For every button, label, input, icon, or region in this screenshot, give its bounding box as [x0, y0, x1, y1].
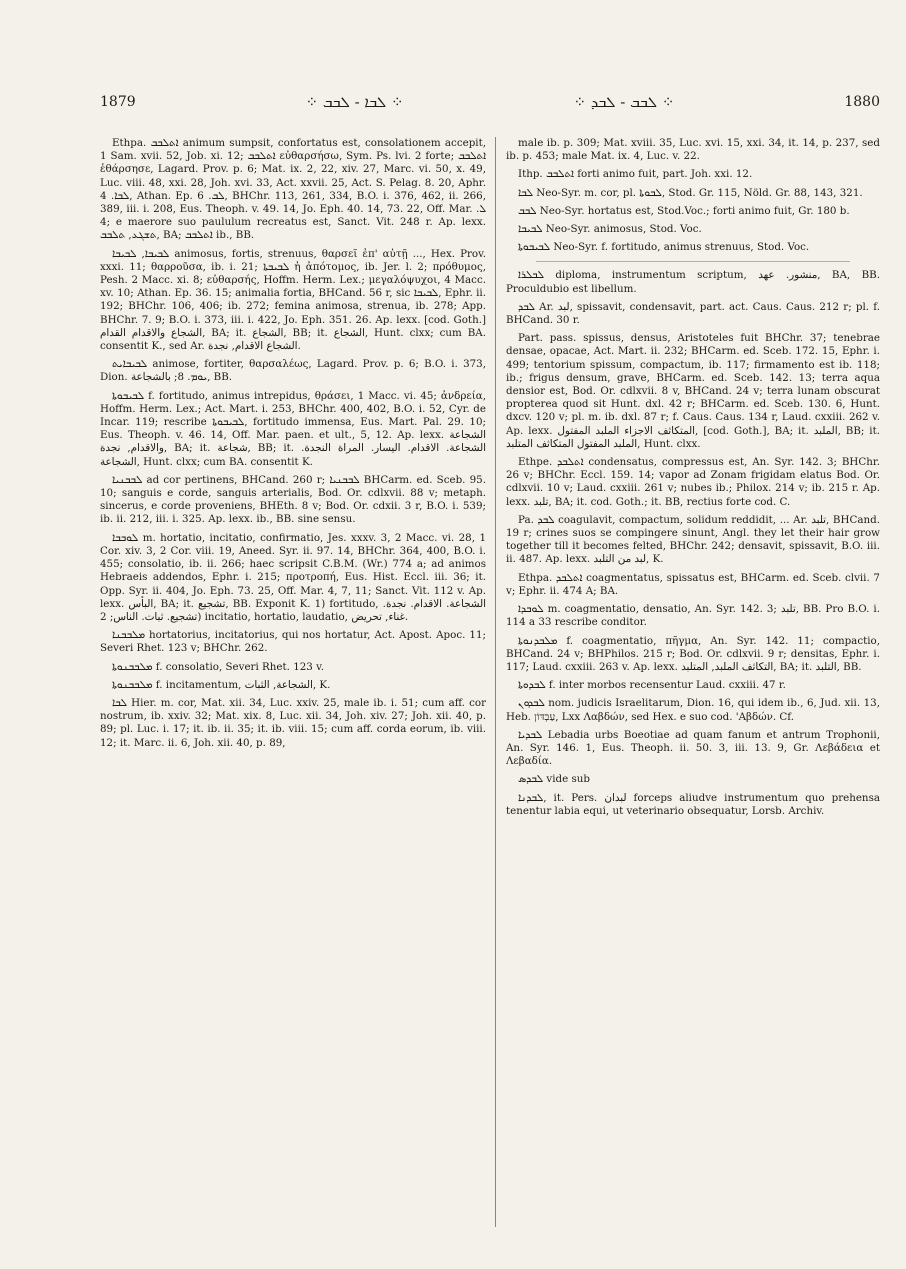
- entry-separator: [536, 261, 850, 262]
- entry: ܠܒܝܒܘܬܐ f. fortitudo, animus intrepidus, θράσει, 1 Macc. vi. 45; ἀνδρεία, Hoffm. Herm. Lex.; Act. Mart. i. 253, BHChr. 400, 402, B.O. i. 52, Cyr. de Incar. 119; rescribe ܠܒܝܒܘܬܐ, fortitudo immensa, Eus. Mart. Pal. 29. 10; Eus. Theoph. v. 46. 14, Off. Mar. paen. et ult., 5, 12. Ap. lexx. الشجاعة والاقدام, نجدة, BA; it. شجاعة, BB; it. الشجاعة. الاقدام. اليسار. المراة النجدة. الشجاعة, Hunt. clxx; cum BA. consentit K.: [100, 389, 486, 468]
- entry: ܡܠܒܕܢܘܬܐ f. coagmentatio, πῆγμα, An. Syr. 142. 11; compactio, BHCand. 24 v; BHPhilos. 215 r; Bod. Or. cdlxvii. 9 r; densitas, Ephr. i. 117; Laud. cxxiii. 263 v. Ap. lexx. التكاثف الملبد, المتلبد, BA; it. التلبد, BB.: [506, 634, 880, 673]
- column-divider: [495, 137, 496, 1227]
- entry: ܠܒܕܣ vide sub: [518, 773, 590, 786]
- entry: ܠܒܕܘܢ nom. judicis Israelitarum, Dion. 16, qui idem ib., 6, Jud. xii. 13, Heb. עַבְדּוֹן, Lxx Λαβδών, sed Hex. e suo cod. 'Αβδών. Cf.: [506, 697, 880, 723]
- entry: ܠܘܒܒܐ m. hortatio, incitatio, confirmatio, Jes. xxxv. 3, 2 Macc. vi. 28, 1 Cor. xiv. 3, 2 Cor. viii. 19, Aneed. Syr. ii. 97. 14, BHChr. 364, 400, B.O. i. 455; consolatio, ib. ii. 266; haec scripsit C.B.M. (Wr.) 774 a; ad animos Hebraeis addendos, Ephr. i. 215; προτροπή, Eus. Hist. Eccl. iii. 36; it. Opp. Syr. ii. 404, Jo. Eph. 73. 25, Off. Mar. 4, 7, 11; Sanct. Vit. 112 v. Ap. lexx. البأس, BA; it. تشجيع, BB. Exponit K. 1) fortitudo, الشجاعة. الاقدام. نجدة. تشجيع. ثبات. الناس; 2) incitatio, hortatio, laudatio, غناء, تحريض.: [100, 531, 486, 623]
- entry: ܠܒܝܒܐ, ܠܒܝܒܐ animosus, fortis, strenuus, θαρσεῖ ἐπ' αὐτῇ ..., Hex. Prov. xxxi. 11; θαρροῦσα, ib. i. 21; ܠܒܝܒܬܐ ἡ ἀπότομος, ib. Jer. l. 2; πρόθυμος, Pesh. 2 Macc. xi. 8; εὐθαρσής, Hoffm. Herm. Lex.; μεγαλόψυχοι, 4 Macc. xv. 10; Athan. Ep. 36. 15; animalia fortia, BHCand. 56 r, sic ܠܒܝܒܐ, Ephr. ii. 192; BHChr. 106, 406; ib. 272; femina animosa, strenua, ib. 278; App. BHChr. 7. 9; B.O. i. 373, iii. i. 422, Jo. Eph. 351. 26. Ap. lexx. [cod. Goth.] الشجاع والاقدام القدام, BA; it. الشجاع, BB; it. الشجاع, Hunt. clxx; cum BA. consentit K., sed Ar. الشجاع الاقدام, نجدة.: [100, 247, 486, 353]
- entry: Ethpa. ܐܬܠܒܒ animum sumpsit, confortatus est, consolationem accepit, 1 Sam. xvii. 52, Job. xi. 12; ܐܬܠܒܒ εὐθαρσήσω, Sym. Ps. lvi. 2 forte; ܐܬܠܒܒ ἐθάρσησε, Lagard. Prov. p. 6; Mat. ix. 2, 22, xiv. 27, Marc. vi. 50, x. 49, Luc. viii. 48, xxi. 28, Joh. xvi. 33, Act. xxvii. 25, Act. S. Pelag. 8. 20, Aphr. ܠܒܐ. 4, Athan. Ep. ܠܒ. 6, BHChr. 113, 261, 334, B.O. i. 376, 462, ii. 266, 389, iii. i. 208, Eus. Theoph. v. 49. 14, Jo. Eph. 40. 14, 73. 22, Off. Mar. ܠ. 4; e maerore suo paululum recreatus est, Sanct. Vit. 248 r. Ap. lexx. ܬܫܓܥ, ܬܠܒܒ, BA; ܐܬܠܒܒ ib., BB.: [100, 137, 486, 242]
- entry: ܠܒܐ Neo-Syr. m. cor, pl. ܠܒܘܬܐ, Stod. Gr. 115, Nöld. Gr. 88, 143, 321.: [518, 186, 863, 199]
- running-head-right: ⁘ ܠܒܒ - ܠܒܕ ⁘: [573, 93, 675, 111]
- entry: Ethpa. ܐܬܠܒܕ coagmentatus, spissatus est, BHCarm. ed. Sceb. clvii. 7 v; Ephr. ii. 474 A; BA.: [506, 571, 880, 597]
- entry: ܡܠܒܒܢܐ hortatorius, incitatorius, qui nos hortatur, Act. Apost. Apoc. 11; Severi Rhet. 123 v; BHChr. 262.: [100, 629, 486, 655]
- page-number-right: 1880: [844, 94, 880, 110]
- entry: ܠܒܕ Ar. لبد, spissavit, condensavit, part. act. Caus. Caus. 212 r; pl. f. BHCand. 30 r.: [506, 300, 880, 327]
- entry: ܠܒܝܒܐܝܬ animose, fortiter, θαρσαλέως, Lagard. Prov. p. 6; B.O. i. 373, Dion. ܝܘܡ. 8; بالشجاعة, BB.: [100, 358, 486, 384]
- right-column: [506, 137, 880, 1237]
- entry: ܠܒܕܢܐ, it. Pers. لبدان forceps aliudve instrumentum quo prehensa tenentur labia equi, ut veterinario obsequatur, Lorsb. Archiv.: [506, 791, 880, 817]
- entry: ܠܘܒܕܐ m. coagmentatio, densatio, An. Syr. 142. 3; تلبد, BB. Pro B.O. i. 114 a 33 rescribe conditor.: [506, 603, 880, 629]
- entry: ܠܒܠܪܐ diploma, instrumentum scriptum, منشور. عهد, BA, BB. Proculdubio est libellum.: [506, 269, 880, 295]
- entry: Part. pass. spissus, densus, Aristoteles fuit BHChr. 37; tenebrae densae, opacae, Act. Mart. ii. 232; BHCarm. ed. Sceb. 172. 15, Ephr. i. 499; tentorium spissum, compactum, ib. 117; firmamento est ib. 118; ib.; frigus densum, grave, BHCarm. ed. Sceb. 142. 13; terra aqua densior est, Bod. Or. cdlxvii. 8 v, BHCand. 24 v; terra lunam obscurat propterea quod sit Hunt. dxl. 42 r; BHCarm. ed. Sceb. 130. 6, Hunt. dxcv. 120 v; pl. m. ib. dxl. 87 r; f. Caus. Caus. 134 r, Laud. cxxiii. 262 v. Ap. lexx. المتكاثف الاجزاء الملبد المفتول, [cod. Goth.], BA; it. الملبد, BB; it. الملبد المفتول المتكاثف المتلبد, Hunt. clxx.: [506, 332, 880, 450]
- page-header: [100, 82, 880, 122]
- entry: ܠܒܝܒܘܬܐ Neo-Syr. f. fortitudo, animus strenuus, Stod. Voc.: [518, 241, 810, 254]
- left-column: [100, 137, 486, 1237]
- entry: ܠܒܕܘܬܐ f. inter morbos recensentur Laud. cxxiii. 47 r.: [518, 679, 786, 692]
- entry: ܠܒܝܒܐ Neo-Syr. animosus, Stod. Voc.: [518, 223, 702, 236]
- entry: ܠܒܕܝܐ Lebadia urbs Boeotiae ad quam fanum et antrum Trophonii, An. Syr. 146. 1, Eus. Theoph. ii. 50. 3, iii. 13. 9, Gr. Λεβάδεια et Λεβαδία.: [506, 728, 880, 768]
- entry: Ethpe. ܐܬܠܒܕ condensatus, compressus est, An. Syr. 142. 3; BHChr. 26 v; BHChr. Eccl. 159. 14; vapor ad Zonam frigidam elatus Bod. Or. cdlxvii. 10 v; Laud. cxxiii. 261 v; nubes ib.; Philox. 214 v; ib. 215 r. Ap. lexx. تلبد, BA; it. cod. Goth.; it. BB, rectius forte cod. C.: [506, 456, 880, 508]
- entry: ܡܠܒܒܢܘܬܐ f. consolatio, Severi Rhet. 123 v.: [112, 660, 324, 673]
- entry: ܠܒܐ Hier. m. cor, Mat. xii. 34, Luc. xxiv. 25, male ib. i. 51; cum aff. cor nostrum, ib. xxiv. 32; Mat. xix. 8, Luc. xii. 34, Joh. xiv. 27; Joh. xii. 40, p. 89; pl. Luc. i. 17; it. ib. ii. 35; it. ib. viii. 15; cum aff. corda eorum, ib. viii. 12; it. Marc. ii. 6, Joh. xii. 40, p. 89,: [100, 696, 486, 749]
- entry: Pa. ܠܒܕ coagulavit, compactum, solidum reddidit, ... Ar. تلبد, BHCand. 19 r; crines suos se compingere sinunt, Angl. they let their hair grow together till it becomes felted, BHChr. 242; densavit, spissavit, B.O. iii. ii. 487. Ap. lexx. لبد من التلبد, K.: [506, 513, 880, 566]
- running-head-left: ⁘ ܠܒܐ - ܠܒܒ ⁘: [305, 93, 404, 111]
- entry: Ithp. ܐܬܠܒܒ forti animo fuit, part. Joh. xxi. 12.: [518, 168, 753, 181]
- entry: ܠܒܒܢܝܐ ad cor pertinens, BHCand. 260 r; ܠܒܒܢܝܐ BHCarm. ed. Sceb. 95. 10; sanguis e corde, sanguis arterialis, Bod. Or. cdlxvii. 88 v; metaph. sincerus, e corde proveniens, BHEth. 8 v; Bod. Or. cdxii. 3 r, B.O. i. 539; ib. ii. 212, iii. i. 325. Ap. lexx. ib., BB. sine sensu.: [100, 473, 486, 526]
- entry: male ib. p. 309; Mat. xviii. 35, Luc. xvi. 15, xxi. 34, it. 14, p. 237, sed ib. p. 453; male Mat. ix. 4, Luc. v. 22.: [506, 137, 880, 163]
- page-number-left: 1879: [100, 94, 136, 110]
- entry: ܡܠܒܒܢܘܬܐ f. incitamentum, الشجاعة, الثبات, K.: [112, 678, 331, 691]
- entry: ܠܒܒ Neo-Syr. hortatus est, Stod.Voc.; forti animo fuit, Gr. 180 b.: [518, 204, 850, 217]
